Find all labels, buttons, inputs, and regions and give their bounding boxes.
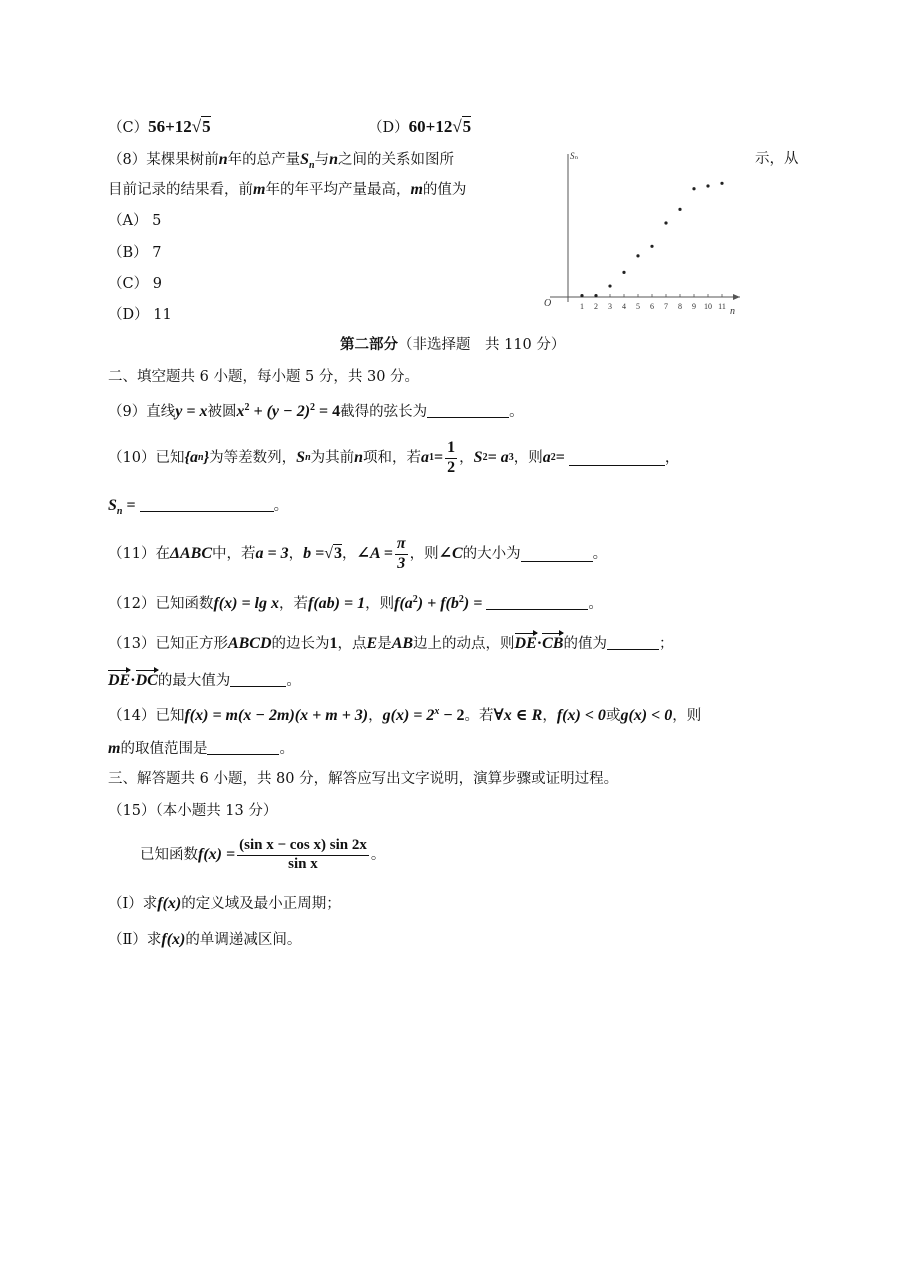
q11: （11）在 ΔABC 中，若 a = 3 ， b = √3 ， ∠A = $\frac{\pi}{3}$ ，则 ∠C 的大小为 。 xyxy=(108,535,608,572)
q15-function: 已知函数 f(x) = $\frac{\text{(sin x − cos x) sin 2x}}{\text{sin x}}$ 。 xyxy=(140,837,386,872)
x-axis-arrow xyxy=(733,294,740,300)
data-point xyxy=(664,221,667,224)
y-axis-label: Sₙ xyxy=(570,151,579,161)
q8-scatter-chart xyxy=(540,146,740,318)
data-point xyxy=(678,208,681,211)
q8-stem-line2: 目前记录的结果看，前m年的年平均产量最高，m的值为 xyxy=(108,181,467,198)
x-tick-label: 9 xyxy=(692,302,696,311)
q12: （12）已知函数f(x) = lg x，若f(ab) = 1，则$f(a^2) + f(b^2)$ = 。 xyxy=(108,594,603,612)
x-tick-label: 1 xyxy=(580,302,584,311)
data-point xyxy=(706,184,709,187)
data-point xyxy=(608,284,611,287)
q8-option-a: （A） 5 xyxy=(108,213,162,229)
data-point xyxy=(580,294,583,297)
q8-option-c: （C） 9 xyxy=(108,276,162,292)
data-point xyxy=(636,254,639,257)
x-tick-label: 6 xyxy=(650,302,654,311)
q14-answer-blank[interactable] xyxy=(207,740,279,755)
q8-option-b: （B） 7 xyxy=(108,245,162,261)
q8-stem-line1: （8）某棵果树前n年的总产量$S_n$与n之间的关系如图所 xyxy=(108,151,455,171)
q13-line2: DE·DC的最大值为 。 xyxy=(108,672,301,689)
q8-option-d: （D） 11 xyxy=(108,307,172,323)
x-tick-label: 4 xyxy=(622,302,626,311)
x-tick-label: 5 xyxy=(636,302,640,311)
q11-answer-blank[interactable] xyxy=(521,547,593,562)
q13-line1: （13）已知正方形ABCD的边长为1，点E是AB边上的动点，则DE·CB的值为 ； xyxy=(108,635,674,652)
section3-title: 三、解答题共 6 小题，共 80 分，解答应写出文字说明，演算步骤或证明过程。 xyxy=(108,771,619,787)
origin-label: O xyxy=(544,298,552,309)
x-tick-label: 8 xyxy=(678,302,682,311)
data-point xyxy=(594,294,597,297)
x-tick-label: 3 xyxy=(608,302,612,311)
x-axis-label: n xyxy=(730,306,735,317)
data-point xyxy=(650,245,653,248)
q8-stem-trailing: 示，从 xyxy=(755,151,799,167)
x-tick-label: 2 xyxy=(594,302,598,311)
q9-answer-blank[interactable] xyxy=(427,403,509,418)
q10-answer-blank-sn[interactable] xyxy=(140,497,274,512)
x-tick-label: 7 xyxy=(664,302,668,311)
q14-line2: m的取值范围是 。 xyxy=(108,740,294,757)
q13-answer-blank-2[interactable] xyxy=(230,672,286,687)
q10-line2: $S_n$ = 。 xyxy=(108,497,289,517)
q7-option-d: （D）60+12√5 xyxy=(368,117,472,136)
q15-part2: （Ⅱ）求f(x)的单调递减区间。 xyxy=(108,931,302,948)
data-point xyxy=(692,187,695,190)
data-point xyxy=(622,271,625,274)
q13-answer-blank-1[interactable] xyxy=(607,635,659,650)
q7-option-c: （C）56+12√5 xyxy=(108,117,211,136)
q14-line1: （14）已知f(x) = m(x − 2m)(x + m + 3)，$g(x) = 2^x - 2$。若∀x ∈ R，f(x) < 0或g(x) < 0，则 xyxy=(108,706,702,724)
data-point xyxy=(720,182,723,185)
q12-answer-blank[interactable] xyxy=(486,595,588,610)
part2-heading: 第二部分（非选择题 共 110 分） xyxy=(340,337,566,353)
q9: （9）直线y = x被圆$x^2 + (y - 2)^2 = 4$截得的弦长为 。 xyxy=(108,402,524,420)
x-tick-label: 10 xyxy=(704,302,712,311)
x-tick-label: 11 xyxy=(718,302,726,311)
q15-part1: （Ⅰ）求f(x)的定义域及最小正周期； xyxy=(108,895,341,912)
q10-answer-blank-a2[interactable] xyxy=(569,451,665,466)
q10-line1: （10）已知 {a n } 为等差数列， S n 为其前 n 项和，若 a 1 = $\frac{1}{2}$ ， S 2 = a 3 ，则 a 2 = ， xyxy=(108,439,680,476)
q15-header: （15）（本小题共 13 分） xyxy=(108,803,278,819)
section2-title: 二、填空题共 6 小题，每小题 5 分，共 30 分。 xyxy=(108,369,420,385)
